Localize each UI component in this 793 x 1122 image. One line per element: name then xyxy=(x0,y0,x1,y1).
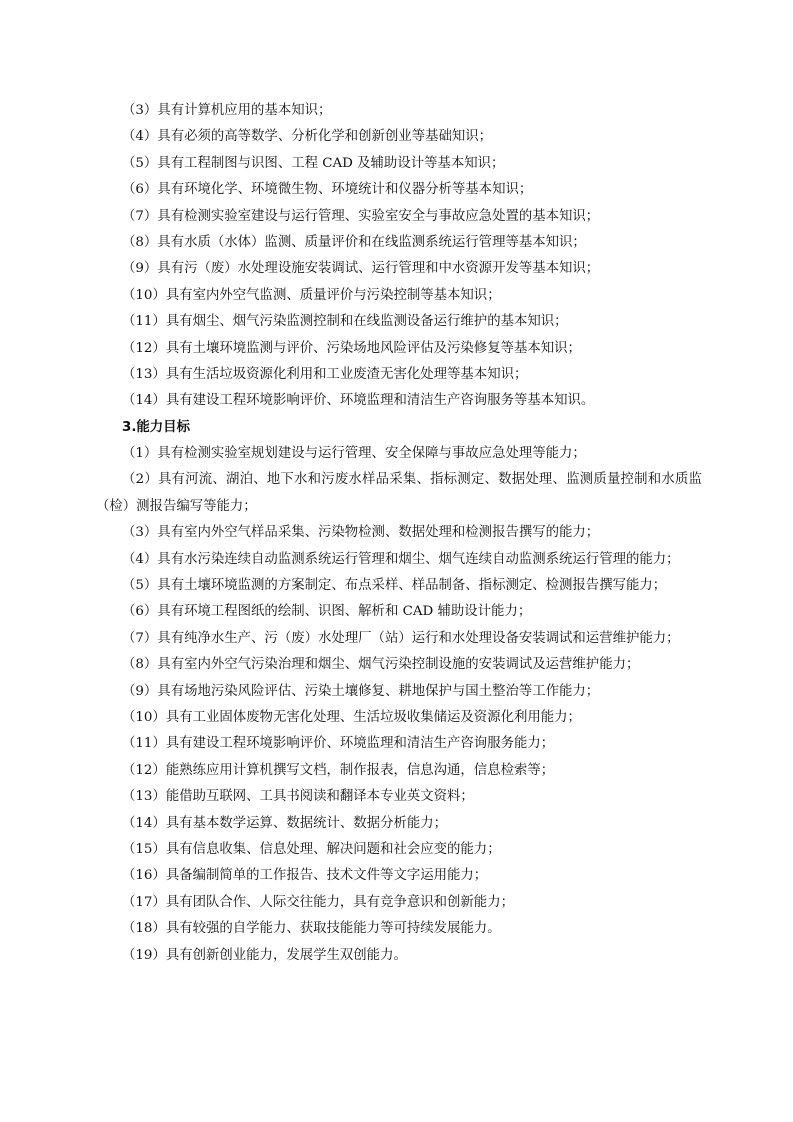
knowledge-item: （4）具有必须的高等数学、分析化学和创新创业等基础知识； xyxy=(122,129,493,145)
ability-item: （15）具有信息收集、信息处理、解决问题和社会应变的能力； xyxy=(122,842,501,857)
ability-item: （7）具有纯净水生产、污（废）水处理厂（站）运行和水处理设备安装调试和运营维护能力； xyxy=(122,630,680,646)
ability-item: （5）具有土壤环境监测的方案制定、布点采样、样品制备、指标测定、检测报告撰写能力； xyxy=(122,578,667,594)
ability-item: （18）具有较强的自学能力、获取技能能力等可持续发展能力。 xyxy=(122,921,501,937)
knowledge-item: （9）具有污（废）水处理设施安装调试、运行管理和中水资源开发等基本知识； xyxy=(122,261,600,277)
knowledge-item: （10）具有室内外空气监测、质量评价与污染控制等基本知识； xyxy=(122,287,501,303)
ability-item: （11）具有建设工程环境影响评价、环境监理和清洁生产咨询服务能力； xyxy=(122,736,555,752)
ability-item: （17）具有团队合作、人际交往能力，具有竞争意识和创新能力； xyxy=(122,894,514,910)
ability-item: （6）具有环境工程图纸的绘制、识图、解析和 CAD 辅助设计能力； xyxy=(122,604,532,620)
ability-item: （4）具有水污染连续自动监测系统运行管理和烟尘、烟气连续自动监测系统运行管理的能力； xyxy=(122,551,680,567)
ability-heading: 3.能力目标 xyxy=(122,419,190,435)
knowledge-item: （8）具有水质（水体）监测、质量评价和在线监测系统运行管理等基本知识； xyxy=(122,234,586,250)
knowledge-item: （13）具有生活垃圾资源化利用和工业废渣无害化处理等基本知识； xyxy=(122,366,528,382)
ability-item: （2）具有河流、湖泊、地下水和污废水样品采集、指标测定、数据处理、监测质量控制和水质监（检）测报告编写等能力； xyxy=(96,472,702,514)
knowledge-item: （6）具有环境化学、环境微生物、环境统计和仪器分析等基本知识； xyxy=(122,182,533,198)
ability-item: （3）具有室内外空气样品采集、污染物检测、数据处理和检测报告撰写的能力； xyxy=(122,525,600,541)
ability-item: （9）具有场地污染风险评估、污染土壤修复、耕地保护与国土整治等工作能力； xyxy=(122,683,600,699)
ability-item: （12）能熟练应用计算机撰写文档，制作报表，信息沟通，信息检索等； xyxy=(122,762,555,778)
ability-item: （13）能借助互联网、工具书阅读和翻译本专业英文资料； xyxy=(122,789,474,805)
ability-item: （19）具有创新创业能力，发展学生双创能力。 xyxy=(122,947,407,963)
knowledge-item: （3）具有计算机应用的基本知识； xyxy=(122,103,332,118)
ability-item: （14）具有基本数学运算、数据统计、数据分析能力； xyxy=(122,815,448,831)
ability-item: （1）具有检测实验室规划建设与运行管理、安全保障与事故应急处理等能力； xyxy=(122,446,586,462)
knowledge-item: （14）具有建设工程环境影响评价、环境监理和清洁生产咨询服务等基本知识。 xyxy=(122,393,595,409)
knowledge-item: （5）具有工程制图与识图、工程 CAD 及辅助设计等基本知识； xyxy=(122,155,505,171)
document-body xyxy=(96,98,702,969)
ability-item: （10）具有工业固体废物无害化处理、生活垃圾收集储运及资源化利用能力； xyxy=(122,710,581,726)
knowledge-item: （7）具有检测实验室建设与运行管理、实验室安全与事故应急处置的基本知识； xyxy=(122,208,600,224)
ability-item: （16）具备编制简单的工作报告、技术文件等文字运用能力； xyxy=(122,868,488,884)
ability-item: （8）具有室内外空气污染治理和烟尘、烟气污染控制设施的安装调试及运营维护能力； xyxy=(122,657,640,673)
knowledge-item: （11）具有烟尘、烟气污染监测控制和在线监测设备运行维护的基本知识； xyxy=(122,314,568,330)
knowledge-item: （12）具有土壤环境监测与评价、污染场地风险评估及污染修复等基本知识； xyxy=(122,340,581,356)
